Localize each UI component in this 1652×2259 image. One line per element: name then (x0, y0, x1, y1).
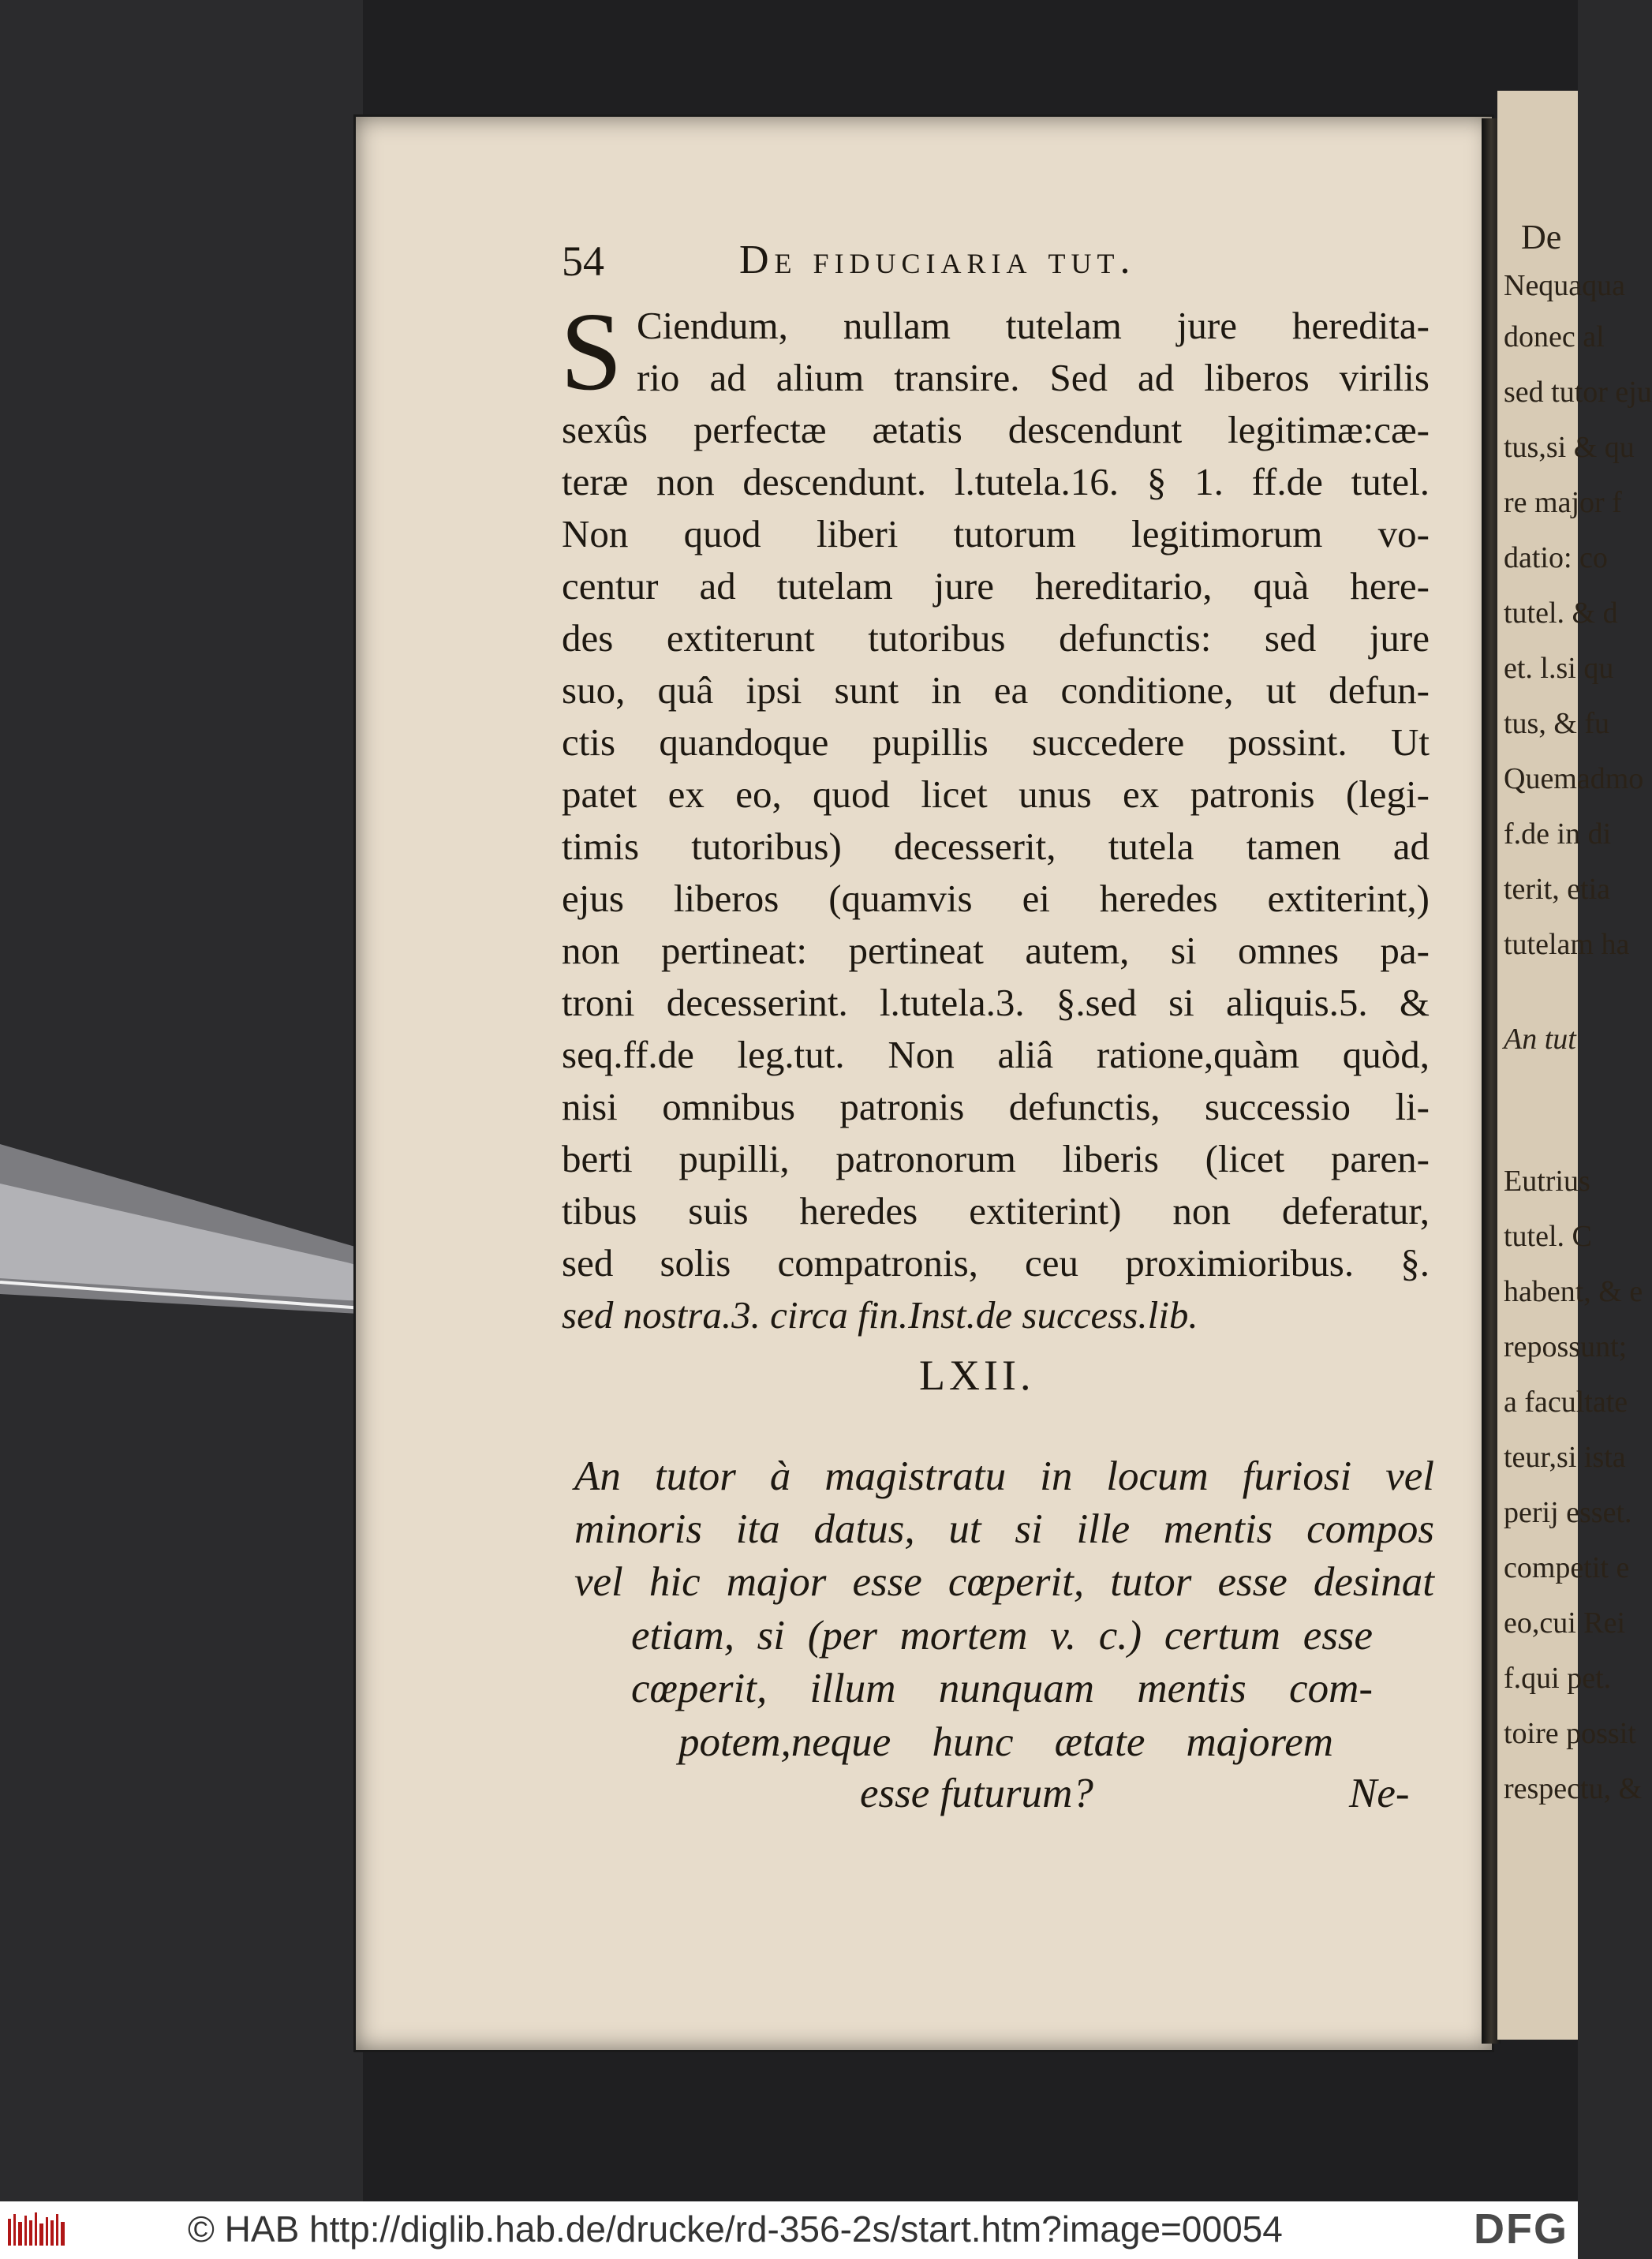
text-line: suo, quâ ipsi sunt in ea conditione, ut defun- (562, 668, 1430, 712)
facing-page-line: Nequaqua (1504, 269, 1626, 302)
text-line: des extiterunt tutoribus defunctis: sed jure (562, 616, 1430, 660)
facing-page-line: respectu, & (1504, 1772, 1643, 1805)
facing-page-line: re major f (1504, 486, 1622, 519)
footer-bar (0, 2201, 1578, 2259)
question-line: vel hic major esse cœperit, tutor esse desinat (574, 1559, 1434, 1605)
facing-page-line: a facultate (1504, 1386, 1628, 1419)
facing-page-line: terit, etia (1504, 873, 1611, 906)
facing-page-line: habent, & e (1504, 1275, 1643, 1308)
section-number: LXII. (919, 1352, 1035, 1399)
facing-page-line: Eutrius (1504, 1165, 1590, 1198)
page-number: 54 (562, 237, 604, 285)
drop-cap: S (560, 289, 622, 413)
text-line: sexûs perfectæ ætatis descendunt legitimæ:cæ- (562, 408, 1430, 451)
copyright-link[interactable]: © HAB http://diglib.hab.de/drucke/rd-356-2s/start.htm?image=00054 (188, 2209, 1283, 2250)
facing-page-line: datio: co (1504, 541, 1608, 574)
facing-page-line: f.qui pet. (1504, 1662, 1612, 1695)
facing-page-line: donec al (1504, 320, 1605, 353)
facing-page-line: toire possit (1504, 1717, 1636, 1750)
text-line: troni decesserint. l.tutela.3. §.sed si aliquis.5. & (562, 981, 1430, 1024)
text-line: ejus liberos (quamvis ei heredes extiterint,) (562, 877, 1430, 920)
facing-page-line: An tut (1504, 1023, 1576, 1056)
question-line: An tutor à magistratu in locum furiosi vel (574, 1453, 1434, 1499)
facing-page-line: tutel. & d (1504, 597, 1618, 630)
question-line: cœperit, illum nunquam mentis com- (631, 1666, 1373, 1711)
text-line: Ciendum, nullam tutelam jure heredita- (637, 304, 1430, 347)
facing-page-line: tus, & fu (1504, 707, 1610, 740)
hab-logo-icon (6, 2211, 68, 2249)
text-line: sed nostra.3. circa fin.Inst.de success.lib. (562, 1293, 1198, 1337)
text-line: timis tutoribus) decesserit, tutela tamen ad (562, 825, 1430, 868)
question-line: etiam, si (per mortem v. c.) certum esse (631, 1613, 1373, 1659)
text-line: rio ad alium transire. Sed ad liberos virilis (637, 356, 1430, 399)
text-line: seq.ff.de leg.tut. Non aliâ ratione,quàm quòd, (562, 1033, 1430, 1076)
text-line: non pertineat: pertineat autem, si omnes pa- (562, 929, 1430, 972)
facing-page-line: De (1521, 218, 1562, 256)
facing-page-line: Quemadmo (1504, 762, 1644, 795)
catchword: Ne- (1349, 1771, 1410, 1816)
facing-page-line: f.de in di (1504, 817, 1612, 851)
text-line: patet ex eo, quod licet unus ex patronis (legi- (562, 772, 1430, 816)
text-line: berti pupilli, patronorum liberis (licet paren- (562, 1137, 1430, 1180)
page-header (562, 237, 1319, 292)
page-clip (0, 1136, 410, 1341)
text-line: sed solis compatronis, ceu proximioribus. §. (562, 1241, 1430, 1285)
facing-page (1497, 91, 1652, 2040)
text-line: nisi omnibus patronis defunctis, successio li- (562, 1085, 1430, 1128)
facing-page-line: tutel. C (1504, 1220, 1592, 1253)
text-line: centur ad tutelam jure hereditario, quà here- (562, 564, 1430, 608)
dfg-logo: DFG (1474, 2205, 1568, 2253)
facing-page-line: repossunt; (1504, 1330, 1628, 1363)
question-line: potem,neque hunc ætate majorem (678, 1719, 1333, 1765)
facing-page-line: sed tutor eju (1504, 376, 1652, 409)
text-line: Non quod liberi tutorum legitimorum vo- (562, 512, 1430, 555)
running-head: De fiduciaria tut. (739, 237, 1136, 282)
question-line: minoris ita datus, ut si ille mentis compos (574, 1506, 1434, 1552)
question-line: esse futurum? (860, 1771, 1093, 1816)
facing-page-line: competit e (1504, 1551, 1630, 1584)
facing-page-line: teur,si ista (1504, 1441, 1626, 1474)
text-line: tibus suis heredes extiterint) non deferatur, (562, 1189, 1430, 1232)
scanner-background (0, 0, 363, 2201)
facing-page-line: eo,cui Rei (1504, 1606, 1626, 1640)
facing-page-line: tus,si & qu (1504, 431, 1635, 464)
facing-page-line: tutelam ha (1504, 928, 1630, 961)
facing-page-line: et. l.si qu (1504, 652, 1614, 685)
text-line: teræ non descendunt. l.tutela.16. § 1. ff.de tutel. (562, 460, 1430, 503)
facing-page-line: perij esset. (1504, 1496, 1632, 1529)
text-line: ctis quandoque pupillis succedere possint. Ut (562, 720, 1430, 764)
